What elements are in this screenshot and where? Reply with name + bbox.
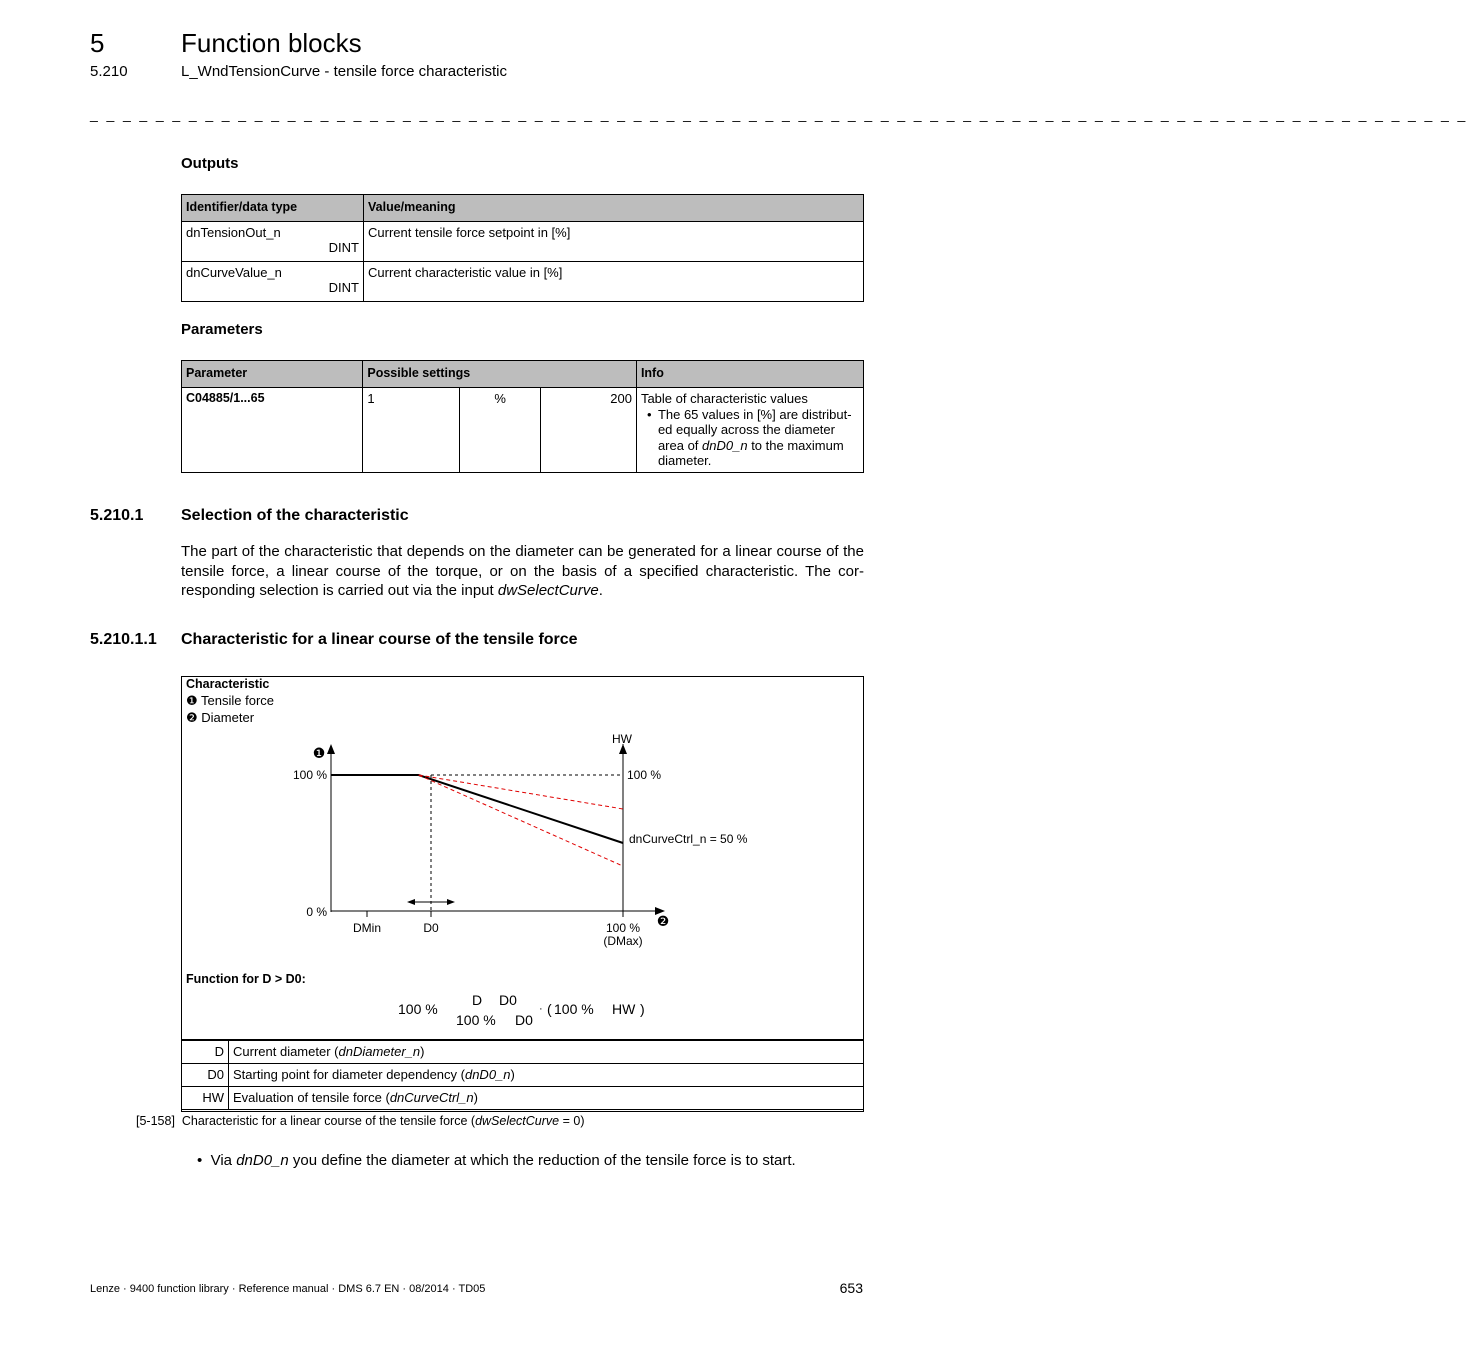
variables-table: [181, 1039, 864, 1110]
legend-marker-1: ❶: [186, 693, 198, 708]
header-divider: _ _ _ _ _ _ _ _ _ _ _ _ _ _ _ _ _ _ _ _ _ _ _ _ _ _ _ _ _ _ _ _ _ _ _ _ _ _ _ _ _ _ _ _ _ _ _ _ _ _ _ _ _ _ _ _ _ _ _ _ _ _ _ _ _ _ _ _ _ _ _ _ _ _ _ _ _ _ _ _ _ _ _ _: [90, 106, 1468, 122]
variable-desc-end: ): [473, 1089, 478, 1105]
y-axis-marker: ❶: [312, 745, 326, 761]
series-line-1: [419, 775, 623, 809]
right-100-label: 100 %: [627, 768, 662, 782]
parameter-info-line: area of: [657, 437, 703, 453]
variable-symbol: D0: [182, 1063, 229, 1086]
y-axis-arrow: [327, 744, 335, 754]
output-meaning: Current characteristic value in [%]: [364, 262, 864, 302]
parameters-heading: Parameters: [181, 321, 263, 338]
function-label: Function for D > D0:: [186, 972, 306, 986]
x-tick-dmax: (DMax): [603, 934, 643, 948]
output-meaning: Current tensile force setpoint in [%]: [364, 222, 864, 262]
y-tick-100: 100 %: [292, 768, 327, 782]
table-row: [182, 1040, 864, 1063]
parameter-info-em: dnD0_n: [702, 437, 748, 453]
x-tick-dmin: DMin: [352, 921, 382, 935]
footer-text: Lenze · 9400 function library · Reference manual · DMS 6.7 EN · 08/2014 · TD05: [90, 1283, 486, 1295]
parameter-min: 1: [363, 388, 459, 473]
caption-text: Characteristic for a linear course of the tensile force (: [181, 1114, 476, 1128]
parameter-info-line: ed equally across the diameter: [657, 422, 835, 438]
variable-desc-text: Starting point for diameter dependency (: [233, 1066, 465, 1082]
series-line-2: [419, 775, 623, 866]
outputs-table: [181, 194, 864, 302]
figure-caption: [136, 1114, 585, 1128]
paragraph-text: The part of the characteristic that depends on the diameter can be generated for a linear course of the tensile force, a linear course of the torque, or on the basis of a specified characteristic. The cor-responding selection is carried out via the input: [181, 543, 864, 599]
parameters-col-info: Info: [636, 361, 863, 388]
parameter-info-line: to the maximum: [747, 437, 844, 453]
parameters-table: [181, 360, 864, 473]
variable-desc-end: ): [420, 1044, 425, 1059]
chapter-title: Function blocks: [181, 28, 362, 58]
variable-desc: [229, 1040, 864, 1063]
subsubsection-title: Characteristic for a linear course of the tensile force: [181, 631, 578, 648]
formula-lead: 100 %: [398, 1001, 438, 1017]
bullet-item: [197, 1152, 796, 1169]
formula-num-a: D: [472, 992, 483, 1008]
x-tick-d0: D0: [423, 921, 439, 935]
formula-den-a: 100 %: [456, 1012, 496, 1028]
variable-desc: [229, 1086, 864, 1109]
formula-paren-b: HW: [612, 1001, 636, 1017]
caption-end: = 0): [559, 1114, 585, 1128]
parameters-col-parameter: Parameter: [182, 361, 363, 388]
variable-desc: [229, 1063, 864, 1086]
caption-number: [5-158]: [136, 1114, 175, 1128]
parameter-info-title: Table of characteristic values: [640, 391, 808, 406]
parameter-info-line: diameter.: [657, 453, 712, 469]
formula-paren-a: 100 %: [554, 1001, 594, 1017]
outputs-col-meaning: Value/meaning: [364, 195, 864, 222]
d0-arrow-left: [407, 899, 415, 905]
section-number: 5.210: [90, 63, 128, 80]
legend-text-2: Diameter: [201, 710, 255, 725]
bullet-text: Via: [210, 1152, 237, 1169]
table-row: [182, 388, 864, 473]
x-axis-marker: ❷: [656, 913, 670, 929]
chapter-number: 5: [90, 28, 105, 58]
caption-em: dwSelectCurve: [475, 1114, 560, 1128]
table-row: [182, 262, 864, 302]
paragraph-em: dwSelectCurve: [497, 582, 599, 599]
variable-desc-em: dnDiameter_n: [338, 1044, 421, 1059]
formula-paren-open: (: [547, 1001, 552, 1017]
variable-desc-em: dnCurveCtrl_n: [389, 1089, 474, 1105]
table-row: [182, 1063, 864, 1086]
formula-dot: ·: [539, 1003, 543, 1015]
output-type: DINT: [328, 240, 359, 255]
formula-num-b: D0: [499, 992, 517, 1008]
paragraph-end: .: [598, 582, 603, 599]
series-layer: [331, 775, 623, 866]
body-paragraph: [181, 542, 864, 601]
output-type: DINT: [328, 280, 359, 295]
output-identifier: dnCurveValue_n: [186, 265, 282, 280]
parameter-info: Table of characteristic values • The 65 values in [%] are distribut- ed equally across the diameter area of dnD0_n to the maximum diameter.: [636, 388, 863, 473]
parameter-unit: %: [459, 388, 541, 473]
characteristic-chart: [181, 676, 862, 966]
bullet-marker: •: [197, 1152, 203, 1169]
variable-desc-text: Evaluation of tensile force (: [233, 1089, 390, 1105]
curve-label: dnCurveCtrl_n = 50 %: [629, 832, 748, 846]
variable-symbol: HW: [182, 1086, 229, 1109]
table-row: [182, 1086, 864, 1109]
parameter-max: 200: [541, 388, 637, 473]
variable-symbol: D: [182, 1040, 229, 1063]
subsection-title: Selection of the characteristic: [181, 507, 409, 524]
section-title: L_WndTensionCurve - tensile force characteristic: [181, 63, 507, 80]
output-identifier: dnTensionOut_n: [186, 225, 281, 240]
figure-title: Characteristic: [186, 677, 270, 691]
page-number: 653: [839, 1280, 863, 1296]
subsubsection-number: 5.210.1.1: [90, 631, 157, 648]
y-tick-0: 0 %: [306, 905, 327, 919]
x-tick-100: 100 %: [605, 921, 641, 935]
legend-text-1: Tensile force: [201, 693, 275, 708]
variable-desc-end: ): [510, 1066, 515, 1082]
outputs-heading: Outputs: [181, 155, 239, 172]
legend-marker-2: ❷: [186, 710, 198, 725]
table-row: [182, 222, 864, 262]
parameters-col-settings: Possible settings: [363, 361, 637, 388]
d0-arrow-right: [447, 899, 455, 905]
parameter-code: C04885/1...65: [182, 388, 363, 473]
parameter-info-line: The 65 values in [%] are distribut-: [657, 406, 852, 422]
subsection-number: 5.210.1: [90, 507, 144, 524]
bullet-em: dnD0_n: [236, 1152, 289, 1169]
variable-desc-text: Current diameter (: [233, 1044, 339, 1059]
outputs-col-identifier: Identifier/data type: [182, 195, 364, 222]
formula-den-b: D0: [515, 1012, 533, 1028]
variable-desc-em: dnD0_n: [464, 1066, 511, 1082]
bullet-text-end: you define the diameter at which the reduction of the tensile force is to start.: [288, 1152, 796, 1169]
formula-paren-close: ): [640, 1001, 645, 1017]
hw-label: HW: [612, 732, 632, 746]
